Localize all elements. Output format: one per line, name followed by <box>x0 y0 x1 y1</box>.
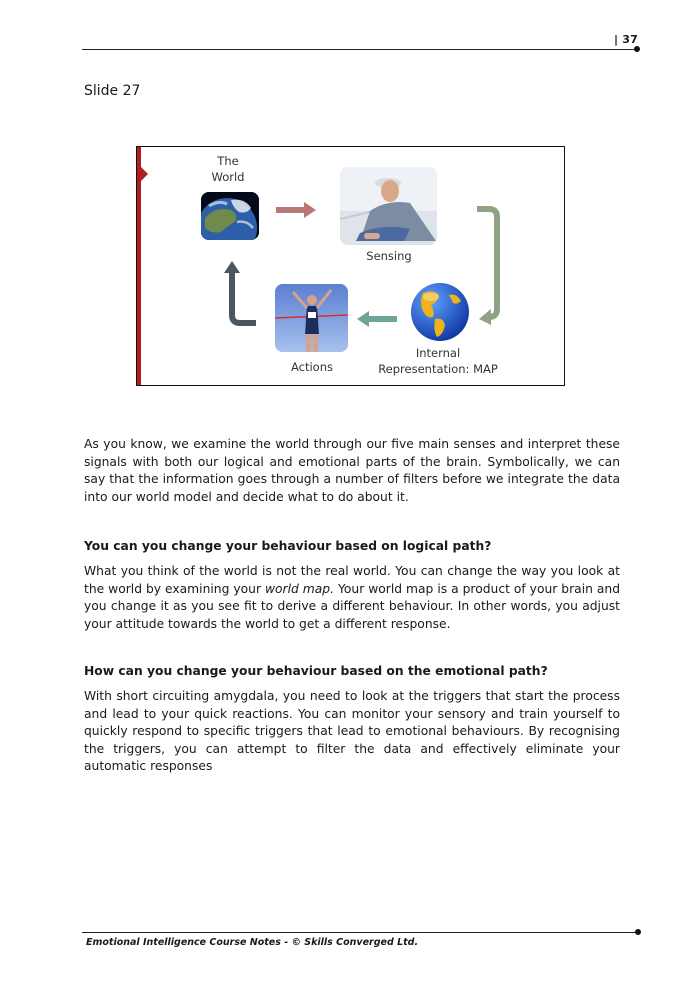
logical-text-emphasis: world map. <box>264 581 335 596</box>
label-sensing: Sensing <box>366 249 412 263</box>
label-internal-line1: Internal <box>415 346 461 360</box>
logical-text-after: Your world map is a product of your brain and you change it as you see fit to derive a different behaviour. In other words, you adjust your attitude towards the world to get a different response. <box>84 581 621 631</box>
header-rule-dot <box>634 46 640 52</box>
label-the-world-line1: The <box>217 154 239 168</box>
slide-heading: Slide 27 <box>84 83 141 99</box>
arrow-curved-up-icon <box>220 259 260 327</box>
arrow-right-icon <box>276 201 318 219</box>
footer-rule-dot <box>635 929 641 935</box>
label-internal-representation <box>373 345 503 377</box>
slide-accent-bar <box>137 147 141 385</box>
label-the-world <box>201 153 255 185</box>
arrow-left-icon <box>357 310 397 328</box>
logical-text-before: What you think of the world is not the real world. You can change the way you look at the world by examining your <box>84 564 620 596</box>
emotional-path-paragraph: With short circuiting amygdala, you need to look at the triggers that start the process and lead to your quick reactions. You can monitor your sensory and train yourself to quickly respond to specific triggers that lead to emotional behaviours. By recognising the triggers, you can attempt to filter the data and effectively eliminate your automatic responses <box>84 689 620 774</box>
header-rule <box>82 49 636 50</box>
intro-paragraph: As you know, we examine the world through our five main senses and interpret these signals with both our logical and emotional parts of the brain. Symbolically, we can say that the information goes through a number of filters before we integrate the data into our world model and decide what to do about it. <box>84 437 620 504</box>
slide-figure <box>136 146 565 386</box>
slide-accent-triangle <box>141 167 148 181</box>
label-actions: Actions <box>290 360 333 374</box>
earth-photo <box>201 192 259 240</box>
label-internal-line2: Representation: MAP <box>378 362 498 376</box>
man-observing-photo <box>340 167 437 245</box>
section-heading-emotional: How can you change your behaviour based on the emotional path? <box>84 664 548 678</box>
logical-path-paragraph <box>84 563 620 633</box>
label-the-world-line2: World <box>211 170 245 184</box>
section-heading-logical: You can you change your behaviour based on logical path? <box>84 539 492 553</box>
footer-text: Emotional Intelligence Course Notes - © Skills Converged Ltd. <box>86 937 419 948</box>
runner-finish-photo <box>275 284 348 352</box>
globe-icon <box>409 281 471 343</box>
arrow-curved-down-icon <box>475 205 505 327</box>
footer-rule <box>82 932 637 933</box>
page-number: | 37 <box>614 33 638 46</box>
